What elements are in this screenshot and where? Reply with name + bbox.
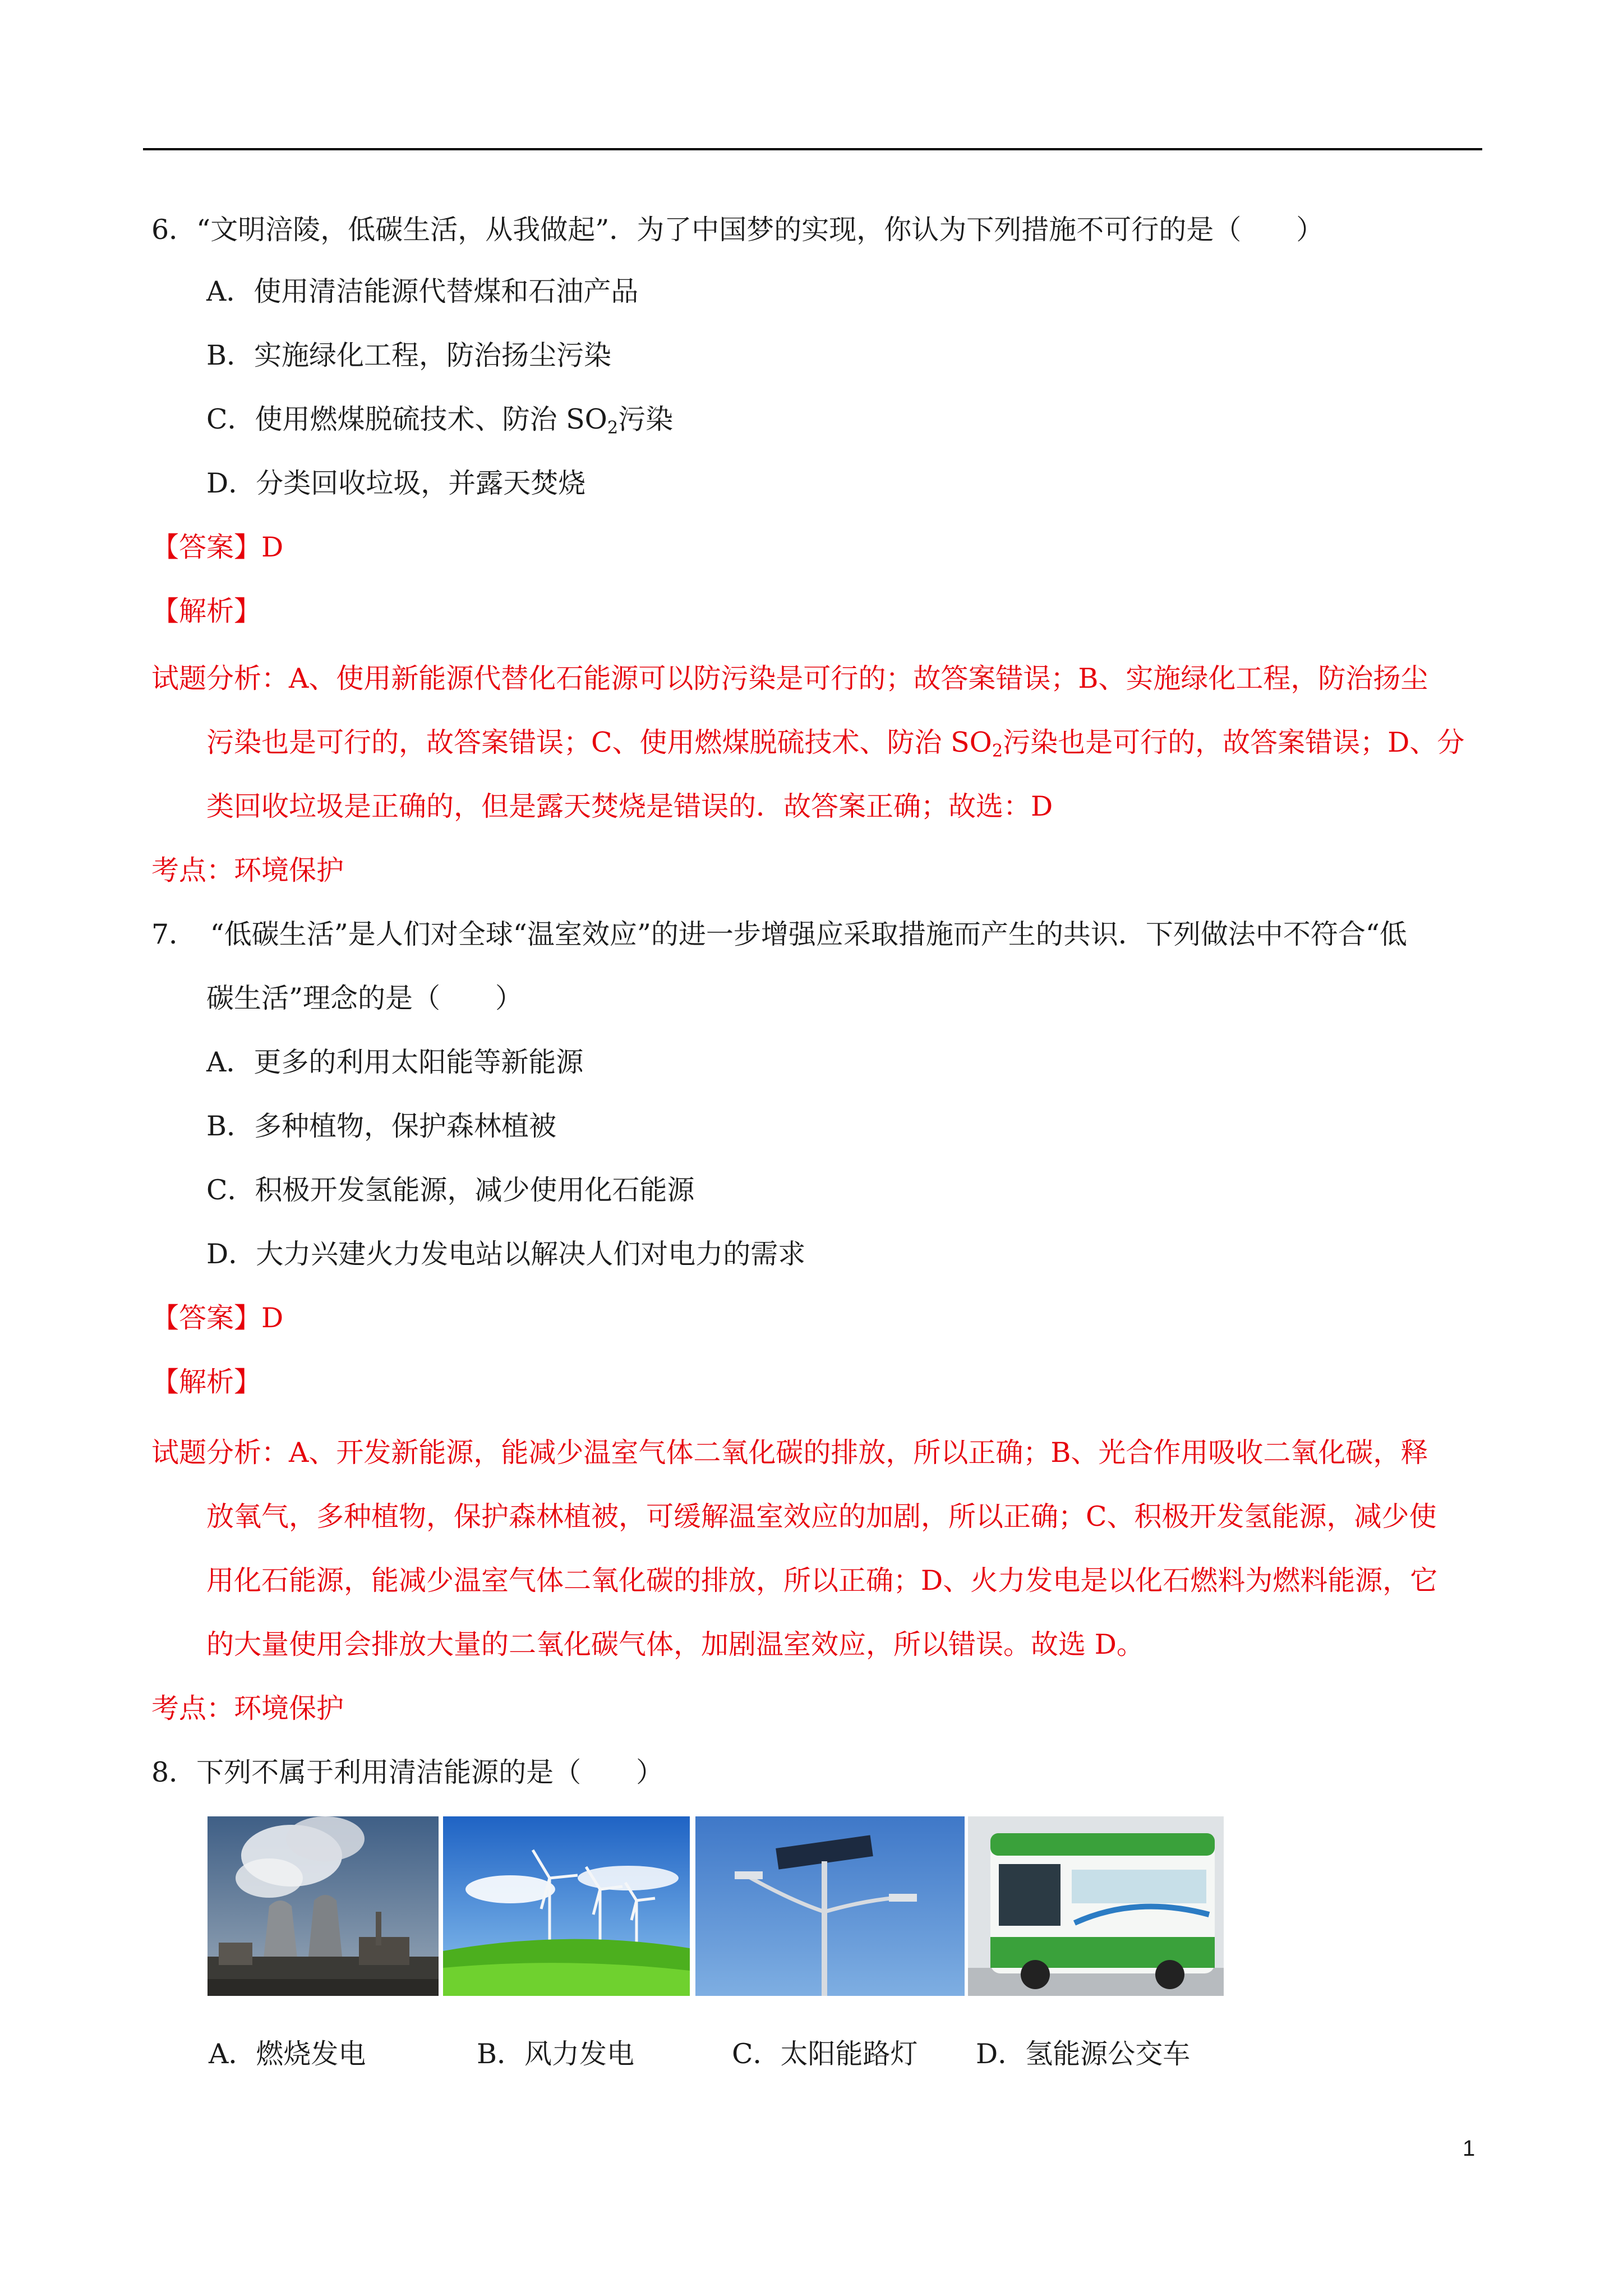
solar-streetlight-image xyxy=(695,1816,965,1996)
question-7-option-a: A．更多的利用太阳能等新能源 xyxy=(206,1046,584,1078)
image-caption-b: B．风力发电 xyxy=(477,2038,635,2070)
question-7-answer: 【答案】D xyxy=(151,1302,284,1334)
question-6-analysis-line: 污染也是可行的，故答案错误；C、使用燃煤脱硫技术、防治 $SO_2$污染也是可行的，故答案错误；D、分 xyxy=(206,726,1465,761)
power-plant-image xyxy=(208,1816,439,1996)
question-7-analysis-heading: 【解析】 xyxy=(151,1366,262,1398)
question-6-analysis-heading: 【解析】 xyxy=(151,595,262,627)
question-7-analysis-line: 用化石能源，能减少温室气体二氧化碳的排放，所以正确；D、火力发电是以化石燃料为燃料能源，它 xyxy=(206,1565,1438,1596)
image-caption-c: C．太阳能路灯 xyxy=(732,2038,918,2070)
question-7-option-b: B．多种植物，保护森林植被 xyxy=(206,1110,557,1142)
question-7-stem-cont: 碳生活”理念的是（ ） xyxy=(206,982,523,1014)
question-6-option-c: C．使用燃煤脱硫技术、防治 $SO_2$污染 xyxy=(206,403,674,438)
question-7-analysis-line: 试题分析：A、开发新能源，能减少温室气体二氧化碳的排放，所以正确；B、光合作用吸收二氧化碳，释 xyxy=(151,1437,1428,1469)
question-6-analysis-line: 试题分析：A、使用新能源代替化石能源可以防污染是可行的；故答案错误；B、实施绿化工程，防治扬尘 xyxy=(151,662,1428,694)
question-7-stem: 7． “低碳生活”是人们对全球“温室效应”的进一步增强应采取措施而产生的共识．下列做法中不符合“低 xyxy=(151,918,1407,950)
question-6-topic: 考点：环境保护 xyxy=(151,854,344,886)
image-caption-d: D．氢能源公交车 xyxy=(976,2038,1191,2070)
page-number: 1 xyxy=(1463,2136,1476,2161)
header-rule xyxy=(143,148,1482,150)
question-7-option-c: C．积极开发氢能源，减少使用化石能源 xyxy=(206,1174,695,1206)
question-6-analysis-line: 类回收垃圾是正确的，但是露天焚烧是错误的．故答案正确；故选：D xyxy=(206,790,1053,822)
question-7-option-d: D．大力兴建火力发电站以解决人们对电力的需求 xyxy=(206,1238,806,1270)
question-7-analysis-line: 的大量使用会排放大量的二氧化碳气体，加剧温室效应，所以错误。故选 D。 xyxy=(206,1628,1144,1660)
question-6-option-a: A．使用清洁能源代替煤和石油产品 xyxy=(206,275,639,307)
question-7-analysis-line: 放氧气，多种植物，保护森林植被，可缓解温室效应的加剧，所以正确；C、积极开发氢能源，减少使 xyxy=(206,1501,1437,1533)
wind-turbines-image xyxy=(443,1816,690,1996)
question-6-answer: 【答案】D xyxy=(151,531,284,563)
question-6-option-b: B．实施绿化工程，防治扬尘污染 xyxy=(206,339,612,371)
question-7-topic: 考点：环境保护 xyxy=(151,1692,344,1724)
image-caption-a: A．燃烧发电 xyxy=(209,2038,366,2070)
question-8-stem: 8．下列不属于利用清洁能源的是（ ） xyxy=(151,1756,664,1788)
question-6-option-d: D．分类回收垃圾，并露天焚烧 xyxy=(206,467,586,499)
question-6-stem: 6．“文明涪陵，低碳生活，从我做起”．为了中国梦的实现，你认为下列措施不可行的是（ ） xyxy=(151,214,1324,246)
hydrogen-bus-image xyxy=(968,1816,1224,1996)
